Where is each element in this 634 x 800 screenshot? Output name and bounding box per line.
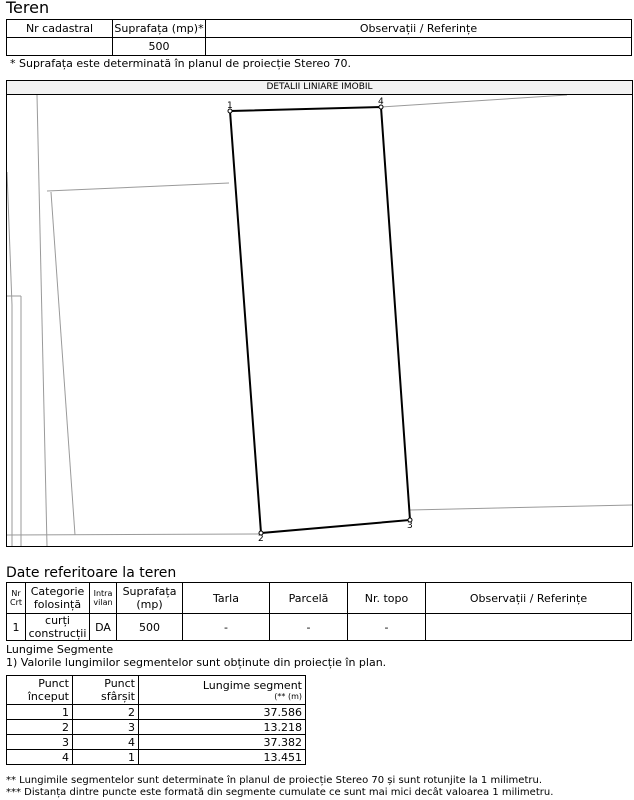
header-suprafata: Suprafața (mp)* xyxy=(113,20,206,38)
header-punct-inceput: Punct început xyxy=(7,676,73,705)
cell-nr-cadastral xyxy=(7,38,113,56)
teren-table xyxy=(6,19,632,56)
neighbour-line xyxy=(51,192,75,535)
header-intravilan: Intra vilan xyxy=(90,583,117,614)
plan-svg xyxy=(7,95,632,546)
header-nr-topo: Nr. topo xyxy=(348,583,426,614)
point-label-4: 4 xyxy=(378,97,384,107)
header-suprafata: Suprafața (mp) xyxy=(117,583,183,614)
segment-end: 2 xyxy=(73,705,139,720)
segment-start: 2 xyxy=(7,720,73,735)
cell-suprafata: 500 xyxy=(117,614,183,641)
header-nr-crt: Nr Crt xyxy=(7,583,26,614)
header-parcela: Parcelă xyxy=(270,583,348,614)
section-title-teren: Teren xyxy=(6,0,50,17)
neighbour-lines xyxy=(7,95,632,546)
header-tarla: Tarla xyxy=(183,583,270,614)
cell-parcela: - xyxy=(270,614,348,641)
date-teren-table xyxy=(6,582,632,641)
segment-length: 37.382 xyxy=(139,735,306,750)
footnote-2: *** Distanța dintre puncte este formată din segmente cumulate ce sunt mai mici decât valoarea 1 milimetru. xyxy=(6,787,554,798)
header-categorie: Categorie folosință xyxy=(26,583,90,614)
section-title-date-teren: Date referitoare la teren xyxy=(6,565,177,581)
header-nr-cadastral: Nr cadastral xyxy=(7,20,113,38)
header-punct-sfarsit: Punct sfârșit xyxy=(73,676,139,705)
header-lungime xyxy=(139,676,306,705)
cell-categorie: curți construcții xyxy=(26,614,90,641)
neighbour-line xyxy=(410,505,632,510)
header-lungime-unit: (** (m) xyxy=(274,692,302,701)
segment-end: 1 xyxy=(73,750,139,765)
neighbour-line xyxy=(381,95,567,107)
segments-title: Lungime Segmente xyxy=(6,643,114,656)
segment-start: 3 xyxy=(7,735,73,750)
plan-drawing xyxy=(6,80,633,547)
cell-nr-crt: 1 xyxy=(7,614,26,641)
segment-length: 37.586 xyxy=(139,705,306,720)
segment-start: 1 xyxy=(7,705,73,720)
point-label-3: 3 xyxy=(407,521,413,531)
segments-table xyxy=(6,675,306,765)
footnote-1: ** Lungimile segmentelor sunt determinate în planul de proiecție Stereo 70 și sunt rotunjite la 1 milimetru. xyxy=(6,775,542,786)
cell-observatii xyxy=(426,614,632,641)
point-label-2: 2 xyxy=(258,534,264,544)
header-observatii: Observații / Referințe xyxy=(206,20,632,38)
segment-length: 13.451 xyxy=(139,750,306,765)
cell-observatii xyxy=(206,38,632,56)
cell-intravilan: DA xyxy=(90,614,117,641)
segment-end: 3 xyxy=(73,720,139,735)
neighbour-line xyxy=(47,183,229,191)
neighbour-line xyxy=(7,534,261,535)
header-observatii: Observații / Referințe xyxy=(426,583,632,614)
segment-end: 4 xyxy=(73,735,139,750)
teren-note: * Suprafața este determinată în planul de proiecție Stereo 70. xyxy=(10,57,352,70)
cell-suprafata: 500 xyxy=(113,38,206,56)
neighbour-line xyxy=(37,95,47,546)
segment-start: 4 xyxy=(7,750,73,765)
cell-nr-topo: - xyxy=(348,614,426,641)
segments-note: 1) Valorile lungimilor segmentelor sunt obținute din proiecție în plan. xyxy=(6,656,387,669)
parcel-outline xyxy=(230,107,410,533)
plan-heading: DETALII LINIARE IMOBIL xyxy=(7,81,632,95)
cell-tarla: - xyxy=(183,614,270,641)
neighbour-line xyxy=(7,172,12,305)
point-label-1: 1 xyxy=(227,101,233,111)
segment-length: 13.218 xyxy=(139,720,306,735)
header-lungime-label: Lungime segment xyxy=(202,679,302,692)
